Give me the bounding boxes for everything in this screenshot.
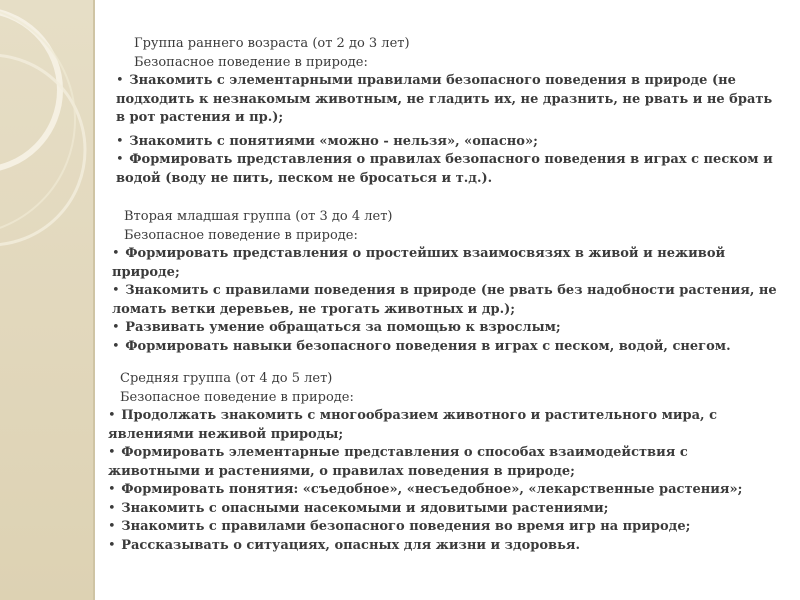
list-item-text: Формировать представления о правилах безопасного поведения в играх с песком и водой (воду не пить, песком не бросаться и т.д.).: [116, 152, 773, 186]
list-item: [112, 282, 784, 319]
list-item: [108, 518, 784, 537]
group-middle: [108, 370, 784, 555]
list-item: [108, 537, 784, 556]
list-item: [116, 72, 784, 128]
group-title: Группа раннего возраста (от 2 до 3 лет): [134, 36, 410, 51]
group-title: Средняя группа (от 4 до 5 лет): [120, 371, 333, 386]
list-item: [108, 500, 784, 519]
list-item-text: Продолжать знакомить с многообразием животного и растительного мира, с явлениями неживой природы;: [108, 408, 718, 442]
list-item: [108, 444, 784, 481]
list-item: [112, 245, 784, 282]
group-subtitle: Безопасное поведение в природе:: [120, 389, 354, 405]
list-item-text: Формировать понятия: «съедобное», «несъедобное», «лекарственные растения»;: [121, 482, 743, 497]
group-title: Вторая младшая группа (от 3 до 4 лет): [124, 209, 393, 224]
list-item-text: Знакомить с опасными насекомыми и ядовитыми растениями;: [121, 500, 609, 516]
list-item-text: Формировать элементарные представления о способах взаимодействия с животными и растениями, о правилах поведения в природе;: [108, 445, 688, 479]
list-item: [108, 481, 784, 500]
group-subtitle: Безопасное поведение в природе:: [134, 54, 368, 70]
group-subtitle: Безопасное поведение в природе:: [124, 227, 358, 243]
list-item-text: Знакомить с понятиями «можно - нельзя», «опасно»;: [129, 133, 538, 149]
sidebar-divider: [93, 0, 95, 600]
list-item: [112, 338, 784, 357]
list-item: [116, 151, 784, 188]
list-item: [108, 407, 784, 444]
list-item-text: Знакомить с правилами поведения в природе (не рвать без надобности растения, не ломать ветки деревьев, не трогать животных и др.);: [112, 283, 777, 317]
list-item-text: Знакомить с элементарными правилами безопасного поведения в природе (не подходить к незнакомым животным, не гладить их, не дразнить, не рвать и не брать в рот растения и пр.);: [116, 73, 773, 125]
list-item: [116, 133, 784, 152]
list-item-text: Рассказывать о ситуациях, опасных для жизни и здоровья.: [121, 537, 581, 553]
list-item-text: Развивать умение обращаться за помощью к взрослым;: [125, 320, 561, 335]
list-item-text: Формировать навыки безопасного поведения в играх с песком, водой, снегом.: [125, 338, 731, 354]
decorative-sidebar: [0, 0, 93, 600]
list-item: [112, 319, 784, 338]
group-second-junior: [112, 208, 784, 356]
decorative-arcs: [0, 0, 93, 600]
group-early-age: [116, 35, 784, 188]
list-item-text: Знакомить с правилами безопасного поведения во время игр на природе;: [121, 519, 691, 534]
list-item-text: Формировать представления о простейших взаимосвязях в живой и неживой природе;: [112, 246, 726, 280]
